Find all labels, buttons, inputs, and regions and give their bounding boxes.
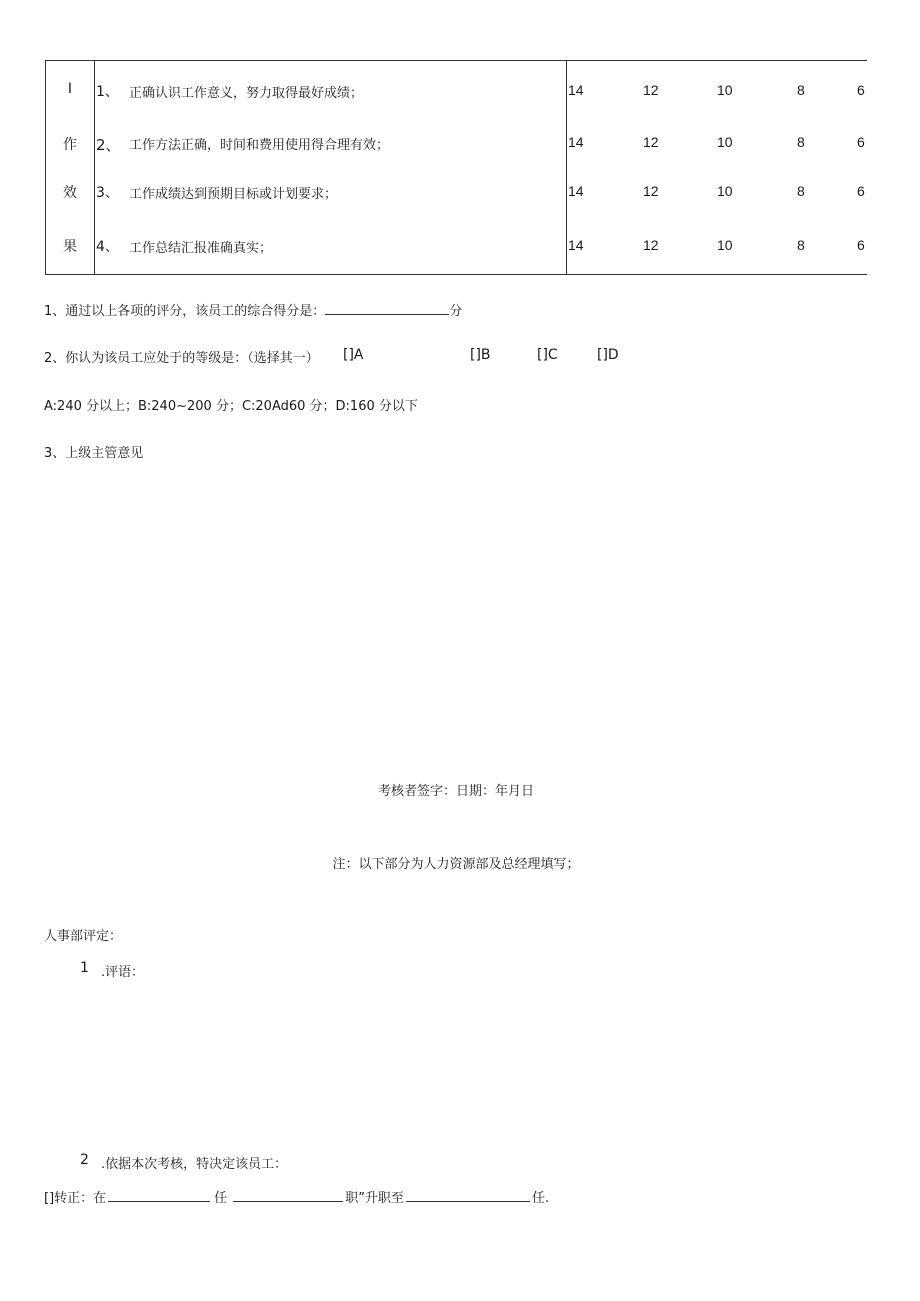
score-option: 10 xyxy=(717,237,733,253)
ren-end-label: 任. xyxy=(531,1191,550,1206)
item-text: 工作总结汇报准确真实； xyxy=(129,241,273,256)
item-text: 工作方法正确，时间和费用使用得合理有效； xyxy=(129,138,390,153)
table-divider-scores xyxy=(566,60,567,275)
supervisor-opinion-label: 3、上级主管意见 xyxy=(44,446,144,461)
total-score-line xyxy=(44,300,462,319)
score-option: 10 xyxy=(717,134,733,150)
score-option: 14 xyxy=(568,183,584,199)
hr-item-number: 1 xyxy=(80,960,89,976)
table-top-border xyxy=(45,60,867,61)
category-char: I xyxy=(67,81,73,97)
total-score-blank[interactable] xyxy=(325,302,449,315)
score-option: 10 xyxy=(717,183,733,199)
score-option: 6 xyxy=(857,134,865,150)
grade-option-c[interactable]: []C xyxy=(537,347,558,363)
score-option: 6 xyxy=(857,183,865,199)
score-option: 6 xyxy=(857,237,865,253)
score-option: 10 xyxy=(717,82,733,98)
table-divider-category xyxy=(94,60,95,275)
score-option: 8 xyxy=(797,237,805,253)
item-number: 3、 xyxy=(96,185,119,201)
item-text: 工作成绩达到预期目标或计划要求； xyxy=(129,187,338,202)
category-char: 效 xyxy=(63,185,77,201)
grade-option-a[interactable]: []A xyxy=(343,347,364,363)
score-option: 12 xyxy=(643,183,659,199)
grade-option-d[interactable]: []D xyxy=(597,347,619,363)
regularize-checkbox[interactable]: [] xyxy=(44,1191,55,1206)
position-blank[interactable] xyxy=(233,1189,343,1202)
score-option: 6 xyxy=(857,82,865,98)
category-char: 果 xyxy=(63,239,77,255)
hr-decision-label: .依据本次考核，特决定该员工： xyxy=(101,1157,288,1172)
current-position-blank[interactable] xyxy=(108,1189,210,1202)
category-char: 作 xyxy=(63,137,77,153)
note-line: 注：以下部分为人力资源部及总经理填写； xyxy=(332,857,580,872)
score-option: 8 xyxy=(797,183,805,199)
score-option: 12 xyxy=(643,237,659,253)
promote-label: 职”升职至 xyxy=(345,1191,404,1206)
grade-option-b[interactable]: []B xyxy=(470,347,491,363)
ren-label: 任 xyxy=(214,1191,228,1206)
table-bottom-border xyxy=(45,274,867,275)
signature-date-line: 考核者签字：日期：年月日 xyxy=(377,784,534,799)
score-option: 8 xyxy=(797,134,805,150)
decision-line xyxy=(44,1187,549,1206)
grade-ranges: A:240 分以上；B:240~200 分；C:20Ad60 分；D:160 分以下 xyxy=(44,399,418,414)
hr-comment-label: .评语： xyxy=(101,965,145,980)
score-option: 8 xyxy=(797,82,805,98)
item-number: 1、 xyxy=(96,84,119,100)
hr-item-number: 2 xyxy=(80,1152,89,1168)
grade-question: 2、你认为该员工应处于的等级是：（选择其一） xyxy=(44,351,319,366)
score-option: 14 xyxy=(568,82,584,98)
score-option: 12 xyxy=(643,134,659,150)
hr-heading: 人事部评定： xyxy=(44,929,123,944)
score-option: 14 xyxy=(568,237,584,253)
item-number: 4、 xyxy=(96,239,119,255)
total-score-unit: 分 xyxy=(449,304,463,319)
total-score-label: 1、通过以上各项的评分，该员工的综合得分是： xyxy=(44,304,326,319)
item-number: 2、 xyxy=(96,136,121,154)
regularize-label: 转正：在 xyxy=(54,1191,107,1206)
promoted-position-blank[interactable] xyxy=(406,1189,530,1202)
score-option: 12 xyxy=(643,82,659,98)
score-option: 14 xyxy=(568,134,584,150)
item-text: 正确认识工作意义，努力取得最好成绩； xyxy=(129,86,364,101)
